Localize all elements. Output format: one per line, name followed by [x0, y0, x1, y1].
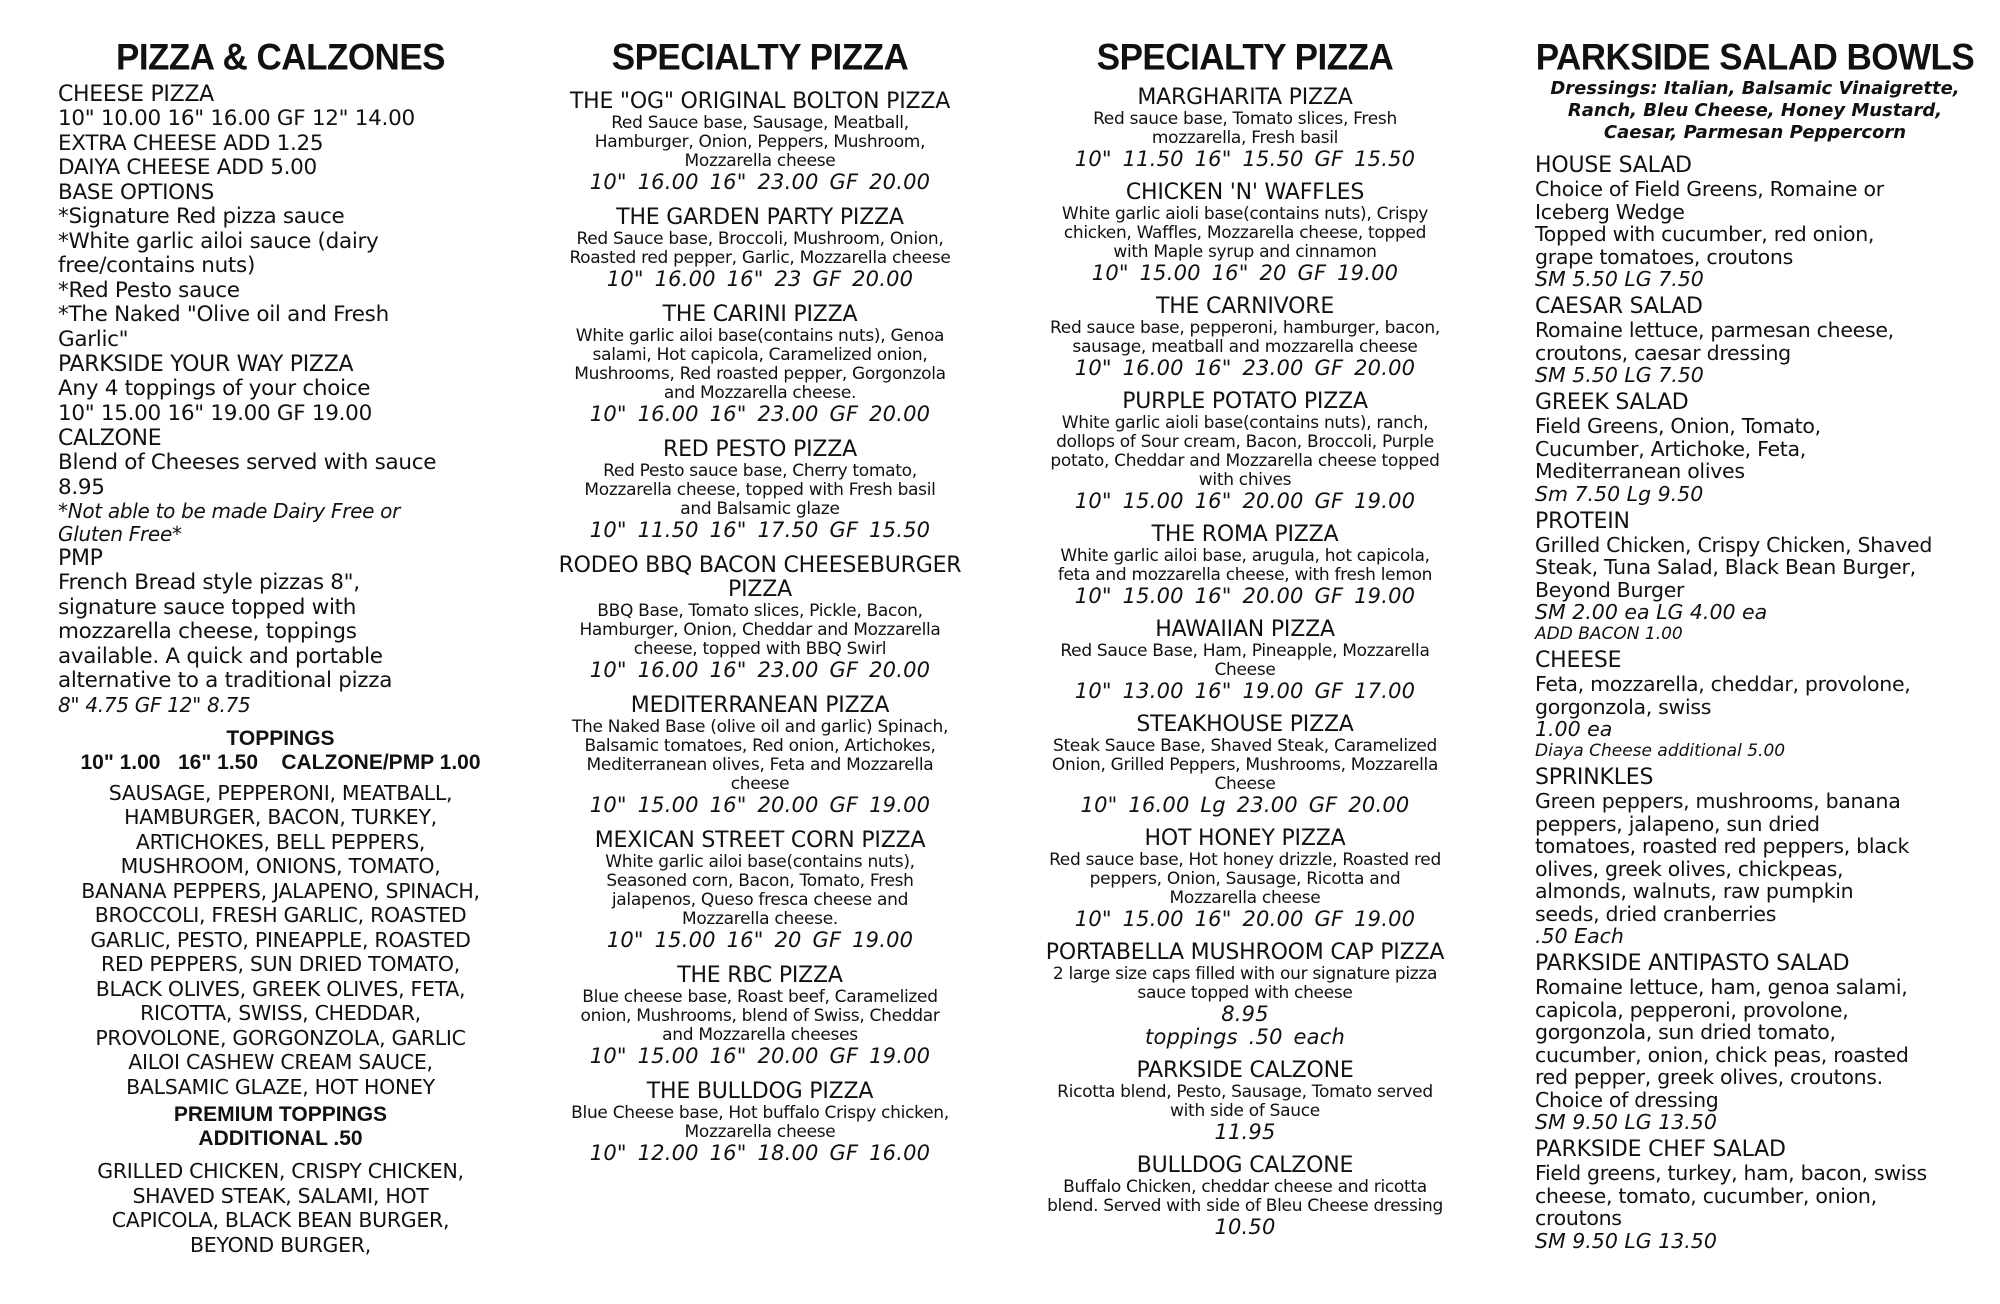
dressings-list	[1535, 78, 1975, 144]
detail-line: EXTRA CHEESE ADD 1.25	[58, 130, 324, 156]
item-price: SM 2.00 ea LG 4.00 ea	[1535, 600, 1768, 625]
item-price: 10" 15.00 16" 20.00 GF 19.00	[589, 1044, 931, 1069]
item-description: Onion, Grilled Peppers, Mushrooms, Mozzarella	[1051, 755, 1439, 776]
column-title: SPECIALTY PIZZA	[1096, 36, 1394, 78]
salad-list	[1535, 154, 1975, 1253]
topping-line: BEYOND BURGER,	[190, 1232, 371, 1257]
item-description: White garlic ailoi base(contains nuts),	[605, 852, 915, 873]
item-price: 10" 16.00 Lg 23.00 GF 20.00	[1080, 793, 1410, 818]
item-name: PARKSIDE CHEF SALAD	[1535, 1137, 1786, 1163]
item-description: Red Sauce Base, Ham, Pineapple, Mozzarella	[1060, 641, 1430, 662]
menu-item	[1025, 523, 1465, 608]
item-description: croutons, caesar dressing	[1535, 340, 1791, 365]
item-description: salami, Hot capicola, Caramelized onion,	[592, 345, 928, 366]
item-description: Red sauce base, Tomato slices, Fresh	[1093, 109, 1397, 130]
item-description: croutons	[1535, 1206, 1622, 1231]
item-description: capicola, pepperoni, provolone,	[1535, 997, 1849, 1022]
column-title: SPECIALTY PIZZA	[611, 36, 909, 78]
item-name: THE RBC PIZZA	[677, 963, 843, 989]
topping-line: HAMBURGER, BACON, TURKEY,	[124, 805, 437, 830]
dressing-line: Ranch, Bleu Cheese, Honey Mustard,	[1567, 100, 1943, 122]
item-name: THE CARNIVORE	[1155, 294, 1335, 320]
toppings-title: TOPPINGS	[226, 726, 335, 750]
item-description: cheese	[730, 774, 790, 795]
item-description: seeds, dried cranberries	[1535, 901, 1777, 926]
dressing-line: Dressings: Italian, Balsamic Vinaigrette,	[1550, 78, 1960, 100]
menu-item	[545, 554, 975, 682]
item-description: cheese, tomato, cucumber, onion,	[1535, 1183, 1877, 1208]
item-description: Mozzarella cheese	[684, 151, 836, 172]
item-description: cucumber, onion, chick peas, roasted	[1535, 1042, 1909, 1067]
item-description: with side of Sauce	[1170, 1101, 1320, 1122]
item-description: Mediterranean olives, Feta and Mozzarella	[586, 755, 934, 776]
item-price: 10.50	[1214, 1215, 1276, 1240]
item-description: mozzarella, Fresh basil	[1151, 128, 1339, 149]
item-description: Mushrooms, Red roasted pepper, Gorgonzola	[574, 364, 946, 385]
item-description: Red sauce base, pepperoni, hamburger, bacon,	[1050, 318, 1440, 339]
detail-line: available. A quick and portable	[58, 643, 383, 669]
detail-line: Any 4 toppings of your choice	[58, 376, 371, 402]
item-description: Red Sauce base, Broccoli, Mushroom, Onion,	[576, 229, 944, 250]
item-name: RODEO BBQ BACON CHEESEBURGER	[558, 553, 962, 579]
item-name: PURPLE POTATO PIZZA	[1122, 389, 1368, 415]
item-description: Feta, mozzarella, cheddar, provolone,	[1535, 672, 1911, 697]
salad-item	[1535, 295, 1975, 387]
item-description: Iceberg Wedge	[1535, 199, 1685, 224]
menu-item	[1025, 1059, 1465, 1144]
item-name: SPRINKLES	[1535, 765, 1654, 791]
calzone-name: CALZONE	[58, 426, 162, 452]
detail-line: *Red Pesto sauce	[58, 277, 240, 303]
item-description: White garlic aioli base(contains nuts), Crispy	[1061, 204, 1429, 225]
pizza-calzones-column	[58, 38, 503, 1257]
item-name: PROTEIN	[1535, 508, 1630, 534]
item-price: 1.00 ea	[1535, 717, 1613, 742]
salad-item	[1535, 952, 1975, 1134]
dressing-line: Caesar, Parmesan Peppercorn	[1603, 122, 1907, 144]
item-price: 10" 16.00 16" 23 GF 20.00	[606, 267, 914, 292]
item-description: Hamburger, Onion, Peppers, Mushroom,	[594, 132, 926, 153]
item-description: Green peppers, mushrooms, banana	[1535, 789, 1901, 814]
detail-line: *The Naked "Olive oil and Fresh	[58, 302, 389, 328]
item-description: Field greens, turkey, ham, bacon, swiss	[1535, 1161, 1927, 1186]
item-description: and Mozzarella cheeses	[662, 1025, 858, 1046]
topping-line: RED PEPPERS, SUN DRIED TOMATO,	[101, 952, 460, 977]
salad-item	[1535, 510, 1975, 646]
pmp-name: PMP	[58, 546, 103, 572]
topping-line: BROCCOLI, FRESH GARLIC, ROASTED	[94, 903, 467, 928]
topping-line: MUSHROOM, ONIONS, TOMATO,	[120, 854, 441, 879]
item-name: BULLDOG CALZONE	[1136, 1153, 1354, 1179]
item-description: Ricotta blend, Pesto, Sausage, Tomato served	[1057, 1082, 1433, 1103]
item-description: Grilled Chicken, Crispy Chicken, Shaved	[1535, 532, 1933, 557]
menu-item	[1025, 1154, 1465, 1239]
item-price: 10" 15.00 16" 20.00 GF 19.00	[1074, 907, 1416, 932]
item-description: Cucumber, Artichoke, Feta,	[1535, 436, 1807, 461]
specialty-pizza-column-2	[1025, 38, 1465, 1249]
item-price: 10" 15.00 16" 20.00 GF 19.00	[1074, 489, 1416, 514]
item-name: THE ROMA PIZZA	[1151, 522, 1339, 548]
item-description: Red Pesto sauce base, Cherry tomato,	[603, 461, 917, 482]
topping-line: SHAVED STEAK, SALAMI, HOT	[132, 1183, 429, 1208]
item-description: 2 large size caps filled with our signature pizza	[1052, 964, 1438, 985]
detail-line: 10" 10.00 16" 16.00 GF 12" 14.00	[58, 106, 415, 132]
detail-line: 10" 15.00 16" 19.00 GF 19.00	[58, 400, 372, 426]
item-description: Mozzarella cheese.	[681, 909, 839, 930]
item-description: Seasoned corn, Bacon, Tomato, Fresh	[606, 871, 914, 892]
item-name: THE GARDEN PARTY PIZZA	[616, 205, 904, 231]
item-description: Romaine lettuce, parmesan cheese,	[1535, 318, 1894, 343]
topping-line: GARLIC, PESTO, PINEAPPLE, ROASTED	[90, 927, 471, 952]
topping-line: ARTICHOKES, BELL PEPPERS,	[135, 829, 426, 854]
item-description: Choice of dressing	[1535, 1087, 1719, 1112]
item-price: 10" 15.00 16" 20 GF 19.00	[1091, 261, 1399, 286]
item-price: 10" 11.50 16" 15.50 GF 15.50	[1074, 147, 1416, 172]
item-description: and Balsamic glaze	[680, 499, 840, 520]
item-description: Buffalo Chicken, cheddar cheese and ricotta	[1063, 1177, 1427, 1198]
topping-line: BLACK OLIVES, GREEK OLIVES, FETA,	[95, 976, 466, 1001]
menu-item	[545, 206, 975, 291]
item-price: SM 5.50 LG 7.50	[1535, 267, 1704, 292]
premium-toppings-sub: ADDITIONAL .50	[198, 1127, 363, 1151]
item-description: Mozzarella cheese	[684, 1122, 836, 1143]
item-name: HOUSE SALAD	[1535, 153, 1692, 179]
item-description: Balsamic tomatoes, Red onion, Artichokes,	[584, 736, 936, 757]
item-description: Beyond Burger	[1535, 577, 1685, 602]
item-name: THE CARINI PIZZA	[662, 302, 858, 328]
item-description: White garlic ailoi base, arugula, hot capicola,	[1060, 546, 1430, 567]
item-description: White garlic aioli base(contains nuts), ranch,	[1061, 413, 1429, 434]
item-description: cheese, topped with BBQ Swirl	[633, 639, 887, 660]
menu-item	[545, 90, 975, 194]
detail-line: DAIYA CHEESE ADD 5.00	[58, 155, 317, 181]
item-name: THE BULLDOG PIZZA	[646, 1079, 874, 1105]
menu-item	[1025, 618, 1465, 703]
detail-line: mozzarella cheese, toppings	[58, 619, 357, 645]
item-price: 10" 12.00 16" 18.00 GF 16.00	[589, 1141, 931, 1166]
item-name: MARGHARITA PIZZA	[1137, 85, 1353, 111]
item-name: CHEESE	[1535, 648, 1622, 674]
item-price: 8.95	[1221, 1002, 1269, 1027]
premium-toppings-list	[58, 1159, 503, 1257]
salad-item	[1535, 766, 1975, 948]
item-price: 10" 15.00 16" 20 GF 19.00	[606, 928, 914, 953]
item-description: dollops of Sour cream, Bacon, Broccoli, Purple	[1056, 432, 1434, 453]
item-description: red pepper, greek olives, croutons.	[1535, 1065, 1883, 1090]
item-description: potato, Cheddar and Mozzarella cheese topped	[1050, 451, 1440, 472]
item-description: BBQ Base, Tomato slices, Pickle, Bacon,	[597, 601, 923, 622]
item-note: ADD BACON 1.00	[1535, 624, 1683, 645]
detail-line: BASE OPTIONS	[58, 179, 214, 205]
item-description: with chives	[1198, 470, 1292, 491]
item-description: chicken, Waffles, Mozzarella cheese, topped	[1063, 223, 1427, 244]
topping-line: AILOI CASHEW CREAM SAUCE,	[128, 1050, 433, 1075]
item-name: HAWAIIAN PIZZA	[1155, 617, 1335, 643]
premium-toppings-title: PREMIUM TOPPINGS	[173, 1103, 388, 1127]
menu-item	[545, 829, 975, 952]
item-description: Mozzarella cheese	[1169, 888, 1321, 909]
topping-line: GRILLED CHICKEN, CRISPY CHICKEN,	[97, 1159, 464, 1184]
item-description: Cheese	[1214, 660, 1276, 681]
item-name: PARKSIDE ANTIPASTO SALAD	[1535, 951, 1850, 977]
calzone-note: Gluten Free*	[58, 522, 182, 547]
cheese-pizza-name: CHEESE PIZZA	[58, 82, 214, 108]
item-name: STEAKHOUSE PIZZA	[1136, 712, 1354, 738]
item-description: blend. Served with side of Bleu Cheese dressing	[1047, 1196, 1443, 1217]
item-name: CHICKEN 'N' WAFFLES	[1125, 180, 1365, 206]
menu-item	[1025, 713, 1465, 817]
item-description: grape tomatoes, croutons	[1535, 244, 1793, 269]
menu-item	[545, 694, 975, 817]
detail-line: *Signature Red pizza sauce	[58, 204, 345, 230]
menu-item	[1025, 941, 1465, 1049]
topping-line: PROVOLONE, GORGONZOLA, GARLIC	[95, 1025, 466, 1050]
item-description: The Naked Base (olive oil and garlic) Spinach,	[571, 717, 949, 738]
topping-line: CAPICOLA, BLACK BEAN BURGER,	[111, 1208, 450, 1233]
menu-item	[545, 303, 975, 426]
item-description: almonds, walnuts, raw pumpkin	[1535, 879, 1854, 904]
item-price: SM 9.50 LG 13.50	[1535, 1110, 1717, 1135]
item-description: olives, greek olives, chickpeas,	[1535, 856, 1844, 881]
item-note: Diaya Cheese additional 5.00	[1535, 741, 1786, 762]
item-name: MEXICAN STREET CORN PIZZA	[594, 828, 926, 854]
item-price: 11.95	[1214, 1120, 1276, 1145]
detail-line: French Bread style pizzas 8",	[58, 570, 360, 596]
item-description: Topped with cucumber, red onion,	[1535, 222, 1875, 247]
item-name: HOT HONEY PIZZA	[1144, 826, 1346, 852]
detail-line: signature sauce topped with	[58, 594, 357, 620]
salad-item	[1535, 649, 1975, 762]
item-description: Choice of Field Greens, Romaine or	[1535, 177, 1884, 202]
item-price: Sm 7.50 Lg 9.50	[1535, 481, 1704, 506]
item-name: PARKSIDE CALZONE	[1136, 1058, 1354, 1084]
detail-line: Garlic"	[58, 326, 129, 352]
item-description: tomatoes, roasted red peppers, black	[1535, 834, 1910, 859]
toppings-prices: 10" 1.00 16" 1.50 CALZONE/PMP 1.00	[80, 750, 481, 774]
menu-item	[545, 964, 975, 1068]
item-description: Roasted red pepper, Garlic, Mozzarella cheese	[569, 248, 951, 269]
item-name: MEDITERRANEAN PIZZA	[630, 693, 890, 719]
item-description: with Maple syrup and cinnamon	[1113, 242, 1377, 263]
topping-line: RICOTTA, SWISS, CHEDDAR,	[140, 1001, 421, 1026]
item-description: Mediterranean olives	[1535, 459, 1745, 484]
item-description: Red Sauce base, Sausage, Meatball,	[611, 113, 909, 134]
menu-item	[1025, 390, 1465, 513]
calzone-note: *Not able to be made Dairy Free or	[58, 499, 401, 524]
item-name: PORTABELLA MUSHROOM CAP PIZZA	[1045, 940, 1445, 966]
item-price: 10" 16.00 16" 23.00 GF 20.00	[589, 170, 931, 195]
item-price-note: toppings .50 each	[1145, 1025, 1345, 1050]
item-description: peppers, Onion, Sausage, Ricotta and	[1089, 869, 1401, 890]
item-description: Mozzarella cheese, topped with Fresh basil	[584, 480, 936, 501]
item-name: PIZZA	[728, 577, 792, 603]
item-description: gorgonzola, swiss	[1535, 694, 1712, 719]
detail-line: 8.95	[58, 474, 105, 500]
item-description: feta and mozzarella cheese, with fresh lemon	[1057, 565, 1433, 586]
menu-item	[545, 438, 975, 542]
item-price: 10" 16.00 16" 23.00 GF 20.00	[1074, 356, 1416, 381]
item-price: 10" 11.50 16" 17.50 GF 15.50	[589, 518, 931, 543]
menu-item	[1025, 86, 1465, 171]
item-description: Red sauce base, Hot honey drizzle, Roasted red	[1049, 850, 1441, 871]
toppings-list	[58, 781, 503, 1100]
item-description: Blue Cheese base, Hot buffalo Crispy chicken,	[571, 1103, 949, 1124]
item-name: RED PESTO PIZZA	[663, 437, 857, 463]
item-description: sauce topped with cheese	[1137, 983, 1353, 1004]
detail-line: *White garlic ailoi sauce (dairy	[58, 228, 379, 254]
salad-item	[1535, 1138, 1975, 1253]
item-description: onion, Mushrooms, blend of Swiss, Cheddar	[580, 1006, 940, 1027]
column-title: PARKSIDE SALAD BOWLS	[1535, 36, 1975, 78]
detail-line: alternative to a traditional pizza	[58, 668, 393, 694]
item-description: Field Greens, Onion, Tomato,	[1535, 414, 1821, 439]
menu-item	[1025, 827, 1465, 931]
item-description: Steak Sauce Base, Shaved Steak, Caramelized	[1052, 736, 1438, 757]
item-name: GREEK SALAD	[1535, 390, 1689, 416]
menu-item	[1025, 181, 1465, 285]
item-price: 10" 15.00 16" 20.00 GF 19.00	[1074, 584, 1416, 609]
topping-line: SAUSAGE, PEPPERONI, MEATBALL,	[108, 780, 453, 805]
item-description: Hamburger, Onion, Cheddar and Mozzarella	[579, 620, 941, 641]
detail-line: free/contains nuts)	[58, 253, 256, 279]
item-description: peppers, jalapeno, sun dried	[1535, 811, 1820, 836]
item-price: 10" 16.00 16" 23.00 GF 20.00	[589, 402, 931, 427]
salad-item	[1535, 154, 1975, 291]
item-price: .50 Each	[1535, 924, 1624, 949]
menu-item	[545, 1080, 975, 1165]
item-price: 10" 15.00 16" 20.00 GF 19.00	[589, 793, 931, 818]
item-description: Steak, Tuna Salad, Black Bean Burger,	[1535, 555, 1916, 580]
item-name: THE "OG" ORIGINAL BOLTON PIZZA	[569, 89, 951, 115]
item-description: and Mozzarella cheese.	[663, 383, 857, 404]
column-title: PIZZA & CALZONES	[115, 36, 446, 78]
item-price: 10" 16.00 16" 23.00 GF 20.00	[589, 658, 931, 683]
item-price: SM 9.50 LG 13.50	[1535, 1228, 1717, 1253]
item-price: 10" 13.00 16" 19.00 GF 17.00	[1074, 679, 1416, 704]
salad-bowls-column	[1535, 38, 1975, 1257]
specialty-pizza-list	[545, 90, 975, 1165]
item-name: CAESAR SALAD	[1535, 294, 1703, 320]
your-way-pizza-name: PARKSIDE YOUR WAY PIZZA	[58, 352, 354, 378]
item-description: sausage, meatball and mozzarella cheese	[1072, 337, 1418, 358]
topping-line: BANANA PEPPERS, JALAPENO, SPINACH,	[81, 878, 480, 903]
item-price: SM 5.50 LG 7.50	[1535, 363, 1704, 388]
item-description: jalapenos, Queso fresca cheese and	[611, 890, 909, 911]
specialty-pizza-column-1	[545, 38, 975, 1177]
item-description: White garlic ailoi base(contains nuts), Genoa	[575, 326, 945, 347]
item-description: Cheese	[1214, 774, 1276, 795]
salad-item	[1535, 391, 1975, 506]
menu-item	[1025, 295, 1465, 380]
cheese-pizza-details	[58, 107, 503, 352]
topping-line: BALSAMIC GLAZE, HOT HONEY	[126, 1074, 435, 1099]
item-description: Blue cheese base, Roast beef, Caramelized	[582, 987, 938, 1008]
item-description: gorgonzola, sun dried tomato,	[1535, 1020, 1836, 1045]
item-description: Romaine lettuce, ham, genoa salami,	[1535, 975, 1908, 1000]
detail-line: Blend of Cheeses served with sauce	[58, 450, 437, 476]
specialty-pizza-list	[1025, 86, 1465, 1239]
pmp-price: 8" 4.75 GF 12" 8.75	[58, 692, 251, 717]
